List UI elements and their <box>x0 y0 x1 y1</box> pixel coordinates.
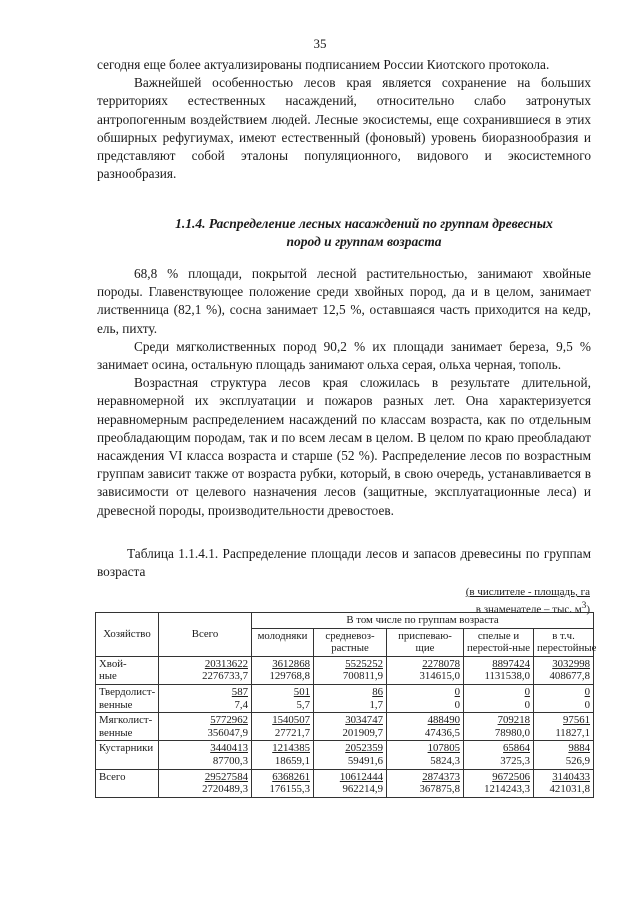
row-label <box>96 741 159 769</box>
table-cell <box>464 656 534 684</box>
cell-volume-value: 5824,3 <box>430 754 460 767</box>
col-total-header: Всего <box>159 613 252 657</box>
cell-area-value: 2052359 <box>345 742 383 755</box>
table-cell <box>464 741 534 769</box>
cell-area-value: 86 <box>372 685 383 698</box>
table-row <box>96 741 594 769</box>
cell-area-value: 9672506 <box>492 770 530 783</box>
paragraph: 68,8 % площади, покрытой лесной растительностью, занимают хвойные породы. Главенствующее положение среди хвойных пород, да и в целом, занимает лиственница (82,1 %), сосна занимает 12,5 %, оставшаяся часть приходится на кедр, ель, пихту. <box>97 266 591 336</box>
cell-volume-value: 7,4 <box>234 698 248 711</box>
cell-volume-value: 87700,3 <box>212 754 248 767</box>
col-middle-aged-header: средневоз-растные <box>314 628 387 656</box>
cell-volume-value: 0 <box>524 698 530 711</box>
cell-area-value: 501 <box>293 685 310 698</box>
heading-line: пород и группам возраста <box>286 234 442 249</box>
table-cell <box>314 769 387 797</box>
table-cell <box>314 741 387 769</box>
row-label-line: Всего <box>99 770 126 783</box>
col-mature-header: спелые и перестой-ные <box>464 628 534 656</box>
table-cell <box>534 656 594 684</box>
cell-volume-value: 700811,9 <box>342 670 383 683</box>
cell-area-value: 3612868 <box>272 657 310 670</box>
cell-area-value: 0 <box>524 685 530 698</box>
cell-area-value: 97561 <box>563 714 591 727</box>
cell-area-value: 6368261 <box>272 770 310 783</box>
col-premature-header: приспеваю-щие <box>387 628 464 656</box>
cell-volume-value: 2276733,7 <box>202 670 248 683</box>
table-cell <box>387 656 464 684</box>
table-caption-text: Таблица 1.1.4.1. Распределение площади лесов и запасов древесины по группам возраста <box>97 546 591 579</box>
paragraph: Возрастная структура лесов края сложилась в результате длительной, неравномерной их эксплуатации и пожаров разных лет. Она характеризуется неравномерным распределением насаждений по классам возраста, как по отдельным преобладающим породам, так и по всем лесам в целом. В целом по краю преобладают насаждения VI класса возраста и старше (52 %). Распределение лесов по возрастным группам зависит также от возраста рубки, который, в свою очередь, устанавливается в зависимости от целевого назначения лесов (защитные, эксплуатационные леса) и древесной породы, производительности древостоев. <box>97 375 591 518</box>
section-heading <box>97 215 591 251</box>
cell-volume-value: 356047,9 <box>207 726 248 739</box>
cell-area-value: 709218 <box>497 714 530 727</box>
row-label <box>96 769 159 797</box>
units-volume-text: в знаменателе – тыс. м <box>475 603 582 616</box>
cell-area-value: 2278078 <box>422 657 460 670</box>
cell-volume-value: 367875,8 <box>419 783 460 796</box>
table-cell <box>387 741 464 769</box>
cell-area-value: 3034747 <box>345 714 383 727</box>
cell-volume-value: 129768,8 <box>269 670 310 683</box>
cell-volume-value: 201909,7 <box>342 726 383 739</box>
row-label <box>96 713 159 741</box>
age-distribution-table <box>95 612 597 798</box>
cell-area-value: 587 <box>231 685 248 698</box>
table-cell <box>464 713 534 741</box>
table-cell <box>252 769 314 797</box>
table-cell <box>387 769 464 797</box>
table-cell <box>252 656 314 684</box>
cell-volume-value: 5,7 <box>296 698 310 711</box>
table-cell <box>159 656 252 684</box>
cell-area-value: 10612444 <box>339 770 383 783</box>
col-young-header: молодняки <box>252 628 314 656</box>
cell-volume-value: 408677,8 <box>549 670 591 683</box>
units-line-area: (в числителе - площадь, га <box>465 586 590 598</box>
cell-area-value: 3440413 <box>210 742 248 755</box>
cell-area-value: 29527584 <box>204 770 248 783</box>
table-cell <box>464 769 534 797</box>
table-cell <box>159 741 252 769</box>
col-owner-header: Хозяйство <box>96 613 159 657</box>
table-cell <box>252 741 314 769</box>
text-block-top <box>97 56 591 183</box>
page-number: 35 <box>313 36 327 51</box>
row-label-line <box>99 755 155 768</box>
row-label-line: Твердолист- <box>99 685 156 698</box>
units-superscript: 3 <box>581 600 587 610</box>
cell-area-value: 107805 <box>427 742 460 755</box>
heading-line: 1.1.4. Распределение лесных насаждений по группам древесных <box>175 216 553 231</box>
cell-area-value: 1214385 <box>272 742 310 755</box>
cell-volume-value: 1214243,3 <box>484 783 530 796</box>
cell-area-value: 1540507 <box>272 714 310 727</box>
table-header-row <box>96 613 594 629</box>
cell-area-value: 0 <box>454 685 460 698</box>
cell-volume-value: 1131538,0 <box>484 670 530 683</box>
table-cell <box>314 656 387 684</box>
cell-volume-value: 314615,0 <box>419 670 460 683</box>
age-group-header: В том числе по группам возраста <box>252 613 594 629</box>
table-row <box>96 713 594 741</box>
cell-area-value: 0 <box>584 685 591 698</box>
row-label <box>96 684 159 712</box>
cell-volume-value: 1,7 <box>369 698 383 711</box>
table-row <box>96 769 594 797</box>
table-row <box>96 684 594 712</box>
table-row <box>96 656 594 684</box>
cell-volume-value: 0 <box>454 698 460 711</box>
cell-volume-value: 78980,0 <box>494 726 530 739</box>
cell-volume-value: 18659,1 <box>274 754 310 767</box>
table-cell <box>387 684 464 712</box>
table-cell <box>534 741 594 769</box>
cell-volume-value: 47436,5 <box>424 726 460 739</box>
paragraph: Важнейшей особенностью лесов края является сохранение на больших территориях естественных насаждений, относительно слабо затронутых антропогенным воздействием людей. Лесные экосистемы, еще сохранившиеся в этих обширных рефугиумах, имеют естественный (фоновый) уровень биоразнообразия и представляют собой эталоны популяционного, видового и экосистемного разнообразия. <box>97 75 591 182</box>
cell-area-value: 9884 <box>568 742 591 755</box>
cell-area-value: 5525252 <box>345 657 383 670</box>
row-label-line: венные <box>99 698 133 711</box>
row-label <box>96 656 159 684</box>
cell-volume-value: 962214,9 <box>342 783 383 796</box>
table-cell <box>252 684 314 712</box>
cell-area-value: 65864 <box>503 742 530 755</box>
row-label-line: венные <box>99 726 133 739</box>
table-cell <box>534 713 594 741</box>
row-label-line <box>99 783 155 796</box>
table-cell <box>464 684 534 712</box>
cell-volume-value: 3725,3 <box>500 754 530 767</box>
cell-volume-value: 11827,1 <box>555 726 591 739</box>
table-cell <box>534 684 594 712</box>
table-cell <box>314 684 387 712</box>
table-cell <box>252 713 314 741</box>
cell-volume-value: 526,9 <box>565 754 591 767</box>
cell-area-value: 8897424 <box>492 657 530 670</box>
row-label-line: ные <box>99 670 117 683</box>
table-caption <box>97 545 591 581</box>
cell-area-value: 3032998 <box>552 657 591 670</box>
cell-area-value: 2874373 <box>422 770 460 783</box>
cell-volume-value: 2720489,3 <box>202 783 248 796</box>
paragraph: Среди мягколиственных пород 90,2 % их площади занимает береза, 9,5 % занимает осина, остальную площадь занимают ольха серая, ольха черная, тополь. <box>97 338 591 373</box>
table-cell <box>159 769 252 797</box>
cell-volume-value: 176155,3 <box>269 783 310 796</box>
table-cell <box>387 713 464 741</box>
table-cell <box>159 713 252 741</box>
text-block-bottom <box>97 265 591 520</box>
table-cell <box>314 713 387 741</box>
row-label-line: Кустарники <box>99 742 154 755</box>
cell-volume-value: 421031,8 <box>549 783 591 796</box>
cell-volume-value: 59491,6 <box>347 754 383 767</box>
table-cell <box>534 769 594 797</box>
row-label-line: Мягколист- <box>99 714 153 727</box>
cell-area-value: 5772962 <box>210 714 248 727</box>
row-label-line: Хвой- <box>99 657 127 670</box>
col-overmature-header: в т.ч. перестойные <box>534 628 594 656</box>
cell-volume-value: 27721,7 <box>274 726 310 739</box>
table-body <box>96 656 594 797</box>
cell-volume-value: 0 <box>584 698 591 711</box>
cell-area-value: 20313622 <box>204 657 248 670</box>
paragraph: сегодня еще более актуализированы подписанием России Киотского протокола. <box>97 57 550 72</box>
table-cell <box>159 684 252 712</box>
cell-area-value: 488490 <box>427 714 460 727</box>
cell-area-value: 3140433 <box>552 770 591 783</box>
units-close: ) <box>586 603 590 616</box>
